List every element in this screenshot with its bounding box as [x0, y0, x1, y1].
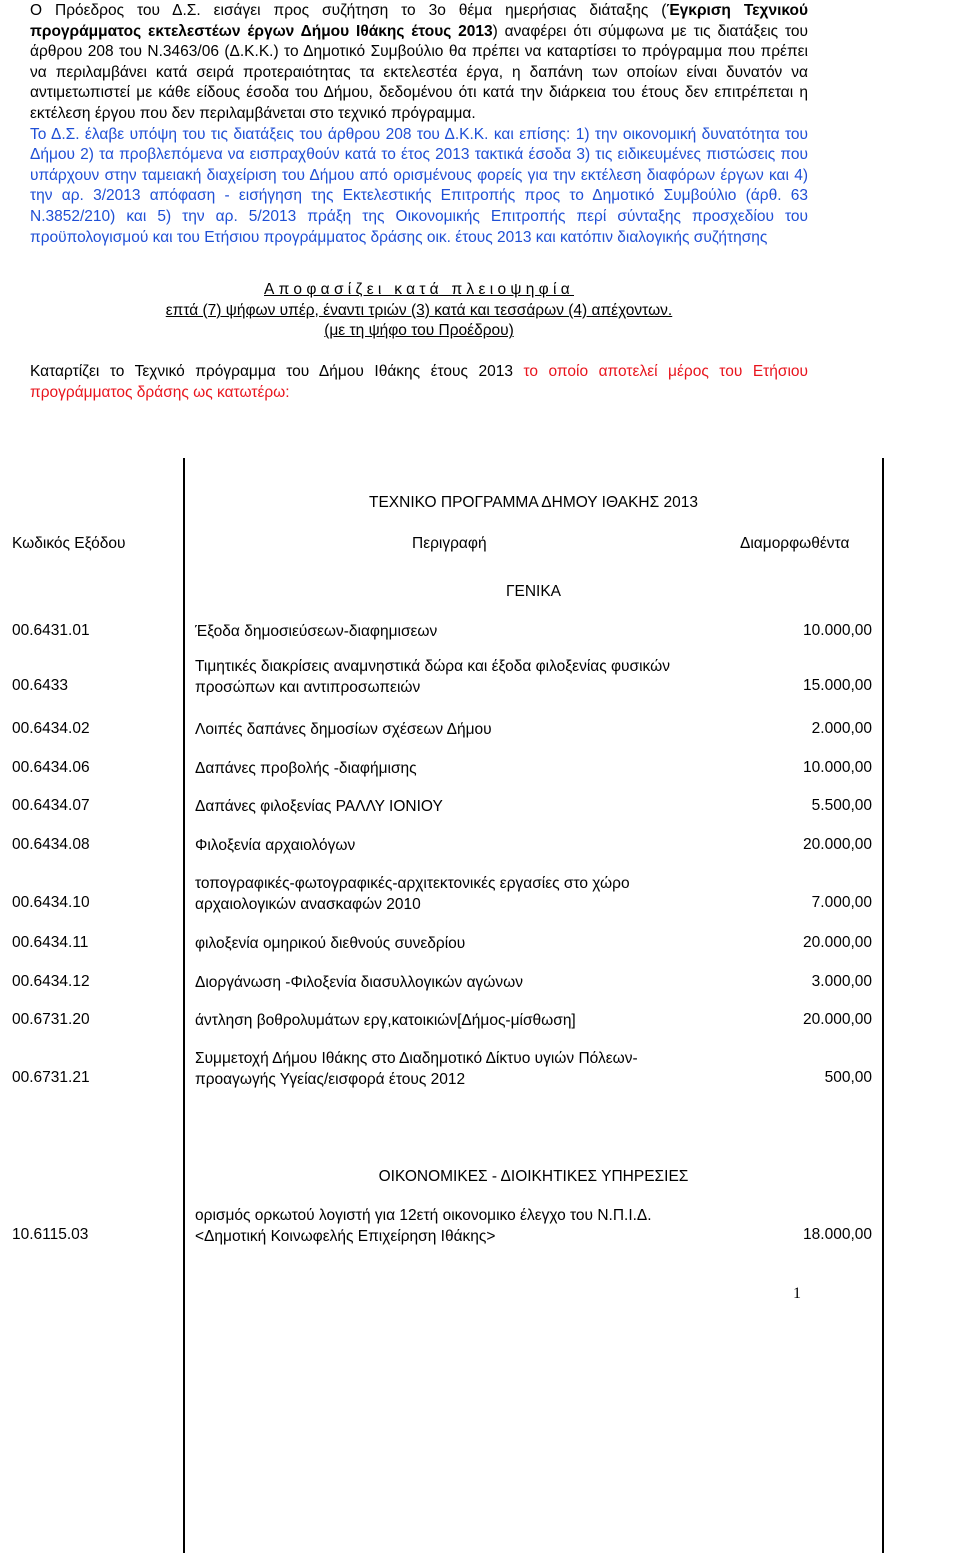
row-code: 00.6431.01: [12, 622, 90, 639]
intro-paragraph: [30, 1, 808, 125]
decision-heading: Αποφασίζει κατά πλειοψηφία: [264, 281, 574, 299]
row-code: 10.6115.03: [12, 1226, 89, 1243]
table-border-right: [882, 458, 884, 1553]
row-description: Δαπάνες φιλοξενίας ΡΑΛΛΥ ΙΟΝΙΟΥ: [195, 798, 443, 815]
row-code: 00.6433: [12, 677, 69, 694]
row-amount: 5.500,00: [811, 797, 872, 814]
table-border-left: [183, 458, 185, 1553]
row-amount: 500,00: [824, 1069, 872, 1086]
row-amount: 20.000,00: [803, 1011, 872, 1028]
intro-subject-bold: Έγκριση Τεχνικού προγράμματος εκτελεστέων έργων Δήμου Ιθάκης έτους 2013: [30, 2, 808, 40]
row-description: Φιλοξενία αρχαιολόγων: [195, 837, 356, 854]
row-amount: 7.000,00: [811, 894, 872, 911]
row-code: 00.6731.21: [12, 1069, 90, 1086]
adopt-paragraph: [30, 362, 808, 403]
table-title: ΤΕΧΝΙΚΟ ΠΡΟΓΡΑΜΜΑ ΔΗΜΟΥ ΙΘΑΚΗΣ 2013: [369, 494, 698, 511]
row-description: Συμμετοχή Δήμου Ιθάκης στο Διαδημοτικό Δίκτυο υγιών Πόλεων-προαγωγής Υγείας/εισφορά έτους 2012: [195, 1050, 638, 1088]
adopt-text-red: το οποίο αποτελεί μέρος του Ετήσιου προγράμματος δράσης ως κατωτέρω:: [30, 362, 809, 401]
row-description: Τιμητικές διακρίσεις αναμνηστικά δώρα και έξοδα φιλοξενίας φυσικών προσώπων και αντιπροσωπειών: [195, 658, 670, 696]
intro-text-2: ) αναφέρει ότι σύμφωνα με τις διατάξεις του άρθρου 208 του Ν.3463/06 (Δ.Κ.Κ.) το Δημοτικό Συμβούλιο θα πρέπει να καταρτίσει το πρόγραμμα που πρέπει να περιλαμβάνει κατά σειρά προτεραιότητας τα εκτελεστέα έργα, η δαπάνη των οποίων είναι δυνατόν να αντιμετωπιστεί με κάθε είδους έσοδα του Δήμου, δεδομένου ότι κατά την διάρκεια του έτους δεν επιτρέπεται η εκτέλεση έργου που δεν περιλαμβάνεται στο τεχνικό πρόγραμμα.: [30, 22, 809, 122]
column-header-description: Περιγραφή: [412, 535, 487, 552]
section-general: ΓΕΝΙΚΑ: [505, 583, 562, 600]
row-amount: 3.000,00: [811, 973, 872, 990]
row-amount: 10.000,00: [803, 622, 872, 639]
row-code: 00.6434.02: [12, 720, 90, 737]
decision-president-vote: (με τη ψήφο του Προέδρου): [324, 322, 514, 340]
adopt-text: Καταρτίζει το Τεχνικό πρόγραμμα του Δήμου Ιθάκης έτους 2013: [30, 362, 524, 380]
row-code: 00.6731.20: [12, 1011, 90, 1028]
row-code: 00.6434.08: [12, 836, 90, 853]
row-description: Έξοδα δημοσιεύσεων-διαφημισεων: [195, 623, 438, 640]
council-paragraph: Το Δ.Σ. έλαβε υπόψη του τις διατάξεις του άρθρου 208 του Δ.Κ.Κ. και επίσης: 1) την οικονομική δυνατότητα του Δήμου 2) τα προβλεπόμενα να εισπραχθούν κατά το έτος 2013 τακτικά έσοδα 3) τις ειδικευμένες πιστώσεις που υπάρχουν στην ταμειακή διαχείριση του Δήμου από ορισμένους φορείς για την εκτέλεση διαφόρων έργων και 4) την αρ. 3/2013 απόφαση - εισήγηση της Εκτελεστικής Επιτροπής προς το Δημοτικό Συμβούλιο (άρθ. 63 Ν.3852/210) και 5) την αρ. 5/2013 πράξη της Οικονομικής Επιτροπής περί σύνταξης προσχεδίου του προϋπολογισμού και του Ετήσιου προγράμματος δράσης οικ. έτους 2013 και κατόπιν διαλογικής συζήτησης: [30, 125, 808, 246]
decision-votes: επτά (7) ψήφων υπέρ, έναντι τριών (3) κατά και τεσσάρων (4) απέχοντων.: [165, 301, 673, 319]
row-description: ορισμός ορκωτού λογιστή για 12ετή οικονομικο έλεγχο του Ν.Π.Ι.Δ.<Δημοτική Κοινωφελής Επιχείρηση Ιθάκης>: [195, 1207, 652, 1245]
row-amount: 10.000,00: [803, 759, 872, 776]
row-description: φιλοξενία ομηρικού διεθνούς συνεδρίου: [195, 935, 466, 952]
row-code: 00.6434.12: [12, 973, 90, 990]
row-description: τοπογραφικές-φωτογραφικές-αρχιτεκτονικές εργασίες στο χώρο αρχαιολογικών ανασκαφών 2010: [195, 875, 630, 913]
row-description: Λοιπές δαπάνες δημοσίων σχέσεων Δήμου: [195, 721, 492, 738]
row-code: 00.6434.10: [12, 894, 90, 911]
row-amount: 20.000,00: [803, 836, 872, 853]
row-description: άντληση βοθρολυμάτων εργ,κατοικιών[Δήμος-μίσθωση]: [195, 1012, 576, 1029]
intro-text-1: Ο Πρόεδρος του Δ.Σ. εισάγει προς συζήτηση το 3ο θέμα ημερήσιας διάταξης (: [30, 2, 667, 19]
document-body: [30, 0, 808, 419]
row-description: Δαπάνες προβολής -διαφήμισης: [195, 760, 417, 777]
row-amount: 15.000,00: [803, 677, 872, 694]
column-header-code: Κωδικός Εξόδου: [12, 535, 126, 552]
section-financial-admin: ΟΙΚΟΝΟΜΙΚΕΣ - ΔΙΟΙΚΗΤΙΚΕΣ ΥΠΗΡΕΣΙΕΣ: [378, 1168, 689, 1185]
column-header-amount: Διαμορφωθέντα: [740, 535, 850, 552]
row-code: 00.6434.07: [12, 797, 90, 814]
row-amount: 18.000,00: [803, 1226, 872, 1243]
decision-block: [30, 280, 808, 342]
row-description: Διοργάνωση -Φιλοξενία διασυλλογικών αγώνων: [195, 974, 523, 991]
row-amount: 2.000,00: [811, 720, 872, 737]
row-amount: 20.000,00: [803, 934, 872, 951]
page-number: 1: [793, 1285, 801, 1302]
row-code: 00.6434.11: [12, 934, 89, 951]
row-code: 00.6434.06: [12, 759, 90, 776]
